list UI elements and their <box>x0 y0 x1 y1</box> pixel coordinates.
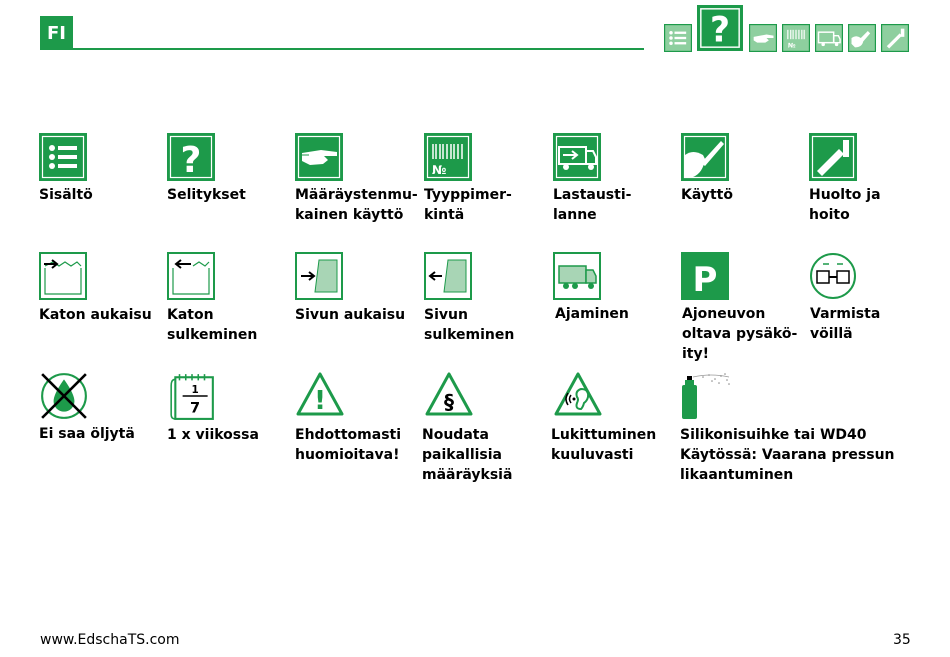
svg-text:№: № <box>787 41 796 50</box>
operation-hand-icon <box>681 133 729 181</box>
page-number: 35 <box>893 632 911 648</box>
label-load-situation: Lastausti- lanne <box>553 187 632 223</box>
svg-text:7: 7 <box>190 399 201 417</box>
no-oil-icon <box>39 371 89 421</box>
label-side-open: Sivun aukaisu <box>295 307 406 323</box>
contents-list-icon <box>39 133 87 181</box>
label-contents: Sisältö <box>39 187 93 203</box>
svg-text:§: § <box>444 390 454 414</box>
svg-text:1: 1 <box>191 383 199 396</box>
label-side-close: Sivun sulkeminen <box>424 307 515 343</box>
roof-close-icon <box>167 252 215 300</box>
driving-truck-icon <box>553 252 601 300</box>
nav-maintenance-icon[interactable] <box>881 24 909 52</box>
audible-lock-icon <box>553 371 603 417</box>
label-driving: Ajaminen <box>555 306 629 322</box>
label-intended-use: Määräystenmu- kainen käyttö <box>295 187 418 223</box>
svg-text:P: P <box>692 260 718 300</box>
svg-text:?: ? <box>180 140 202 181</box>
nav-load-situation-icon[interactable] <box>815 24 843 52</box>
svg-text:№: № <box>432 163 447 177</box>
language-badge: FI <box>40 16 73 50</box>
parking-icon <box>681 252 729 300</box>
label-warning: Ehdottomasti huomioitava! <box>295 427 402 463</box>
nav-operation-icon[interactable] <box>848 24 876 52</box>
calendar-weekly-icon <box>167 371 217 421</box>
roof-open-icon <box>39 252 87 300</box>
load-situation-truck-icon <box>553 133 601 181</box>
label-spray: Silikonisuihke tai WD40 Käytössä: Vaarana pressun likaantuminen <box>680 427 895 483</box>
label-explanations: Selitykset <box>167 187 246 203</box>
warning-icon <box>295 371 345 417</box>
type-plate-icon <box>424 133 472 181</box>
label-audible-lock: Lukittuminen kuuluvasti <box>551 427 657 463</box>
label-maintenance: Huolto ja hoito <box>809 187 881 223</box>
label-lubricate: Varmista vöillä <box>810 306 881 342</box>
intended-use-hand-icon <box>295 133 343 181</box>
label-no-oil: Ei saa öljytä <box>39 426 135 442</box>
explanations-question-icon <box>167 133 215 181</box>
nav-explanations-icon[interactable] <box>697 5 743 51</box>
label-parking: Ajoneuvon oltava pysäkö- ity! <box>682 306 798 362</box>
nav-type-plate-icon[interactable] <box>782 24 810 52</box>
label-roof-open: Katon aukaisu <box>39 307 152 323</box>
nav-contents-icon[interactable] <box>664 24 692 52</box>
svg-text:!: ! <box>314 386 326 416</box>
label-roof-close: Katon sulkeminen <box>167 307 258 343</box>
lubricate-check-icon <box>809 252 857 300</box>
svg-text:?: ? <box>709 10 731 51</box>
label-weekly: 1 x viikossa <box>167 427 259 443</box>
side-open-icon <box>295 252 343 300</box>
maintenance-care-icon <box>809 133 857 181</box>
header-rule <box>73 48 644 50</box>
side-close-icon <box>424 252 472 300</box>
local-regulations-icon <box>424 371 474 417</box>
nav-intended-use-icon[interactable] <box>749 24 777 52</box>
label-operation: Käyttö <box>681 187 733 203</box>
spray-can-icon <box>681 371 733 421</box>
label-local-regulations: Noudata paikallisia määräyksiä <box>422 427 513 483</box>
label-type-plate: Tyyppimer- kintä <box>424 187 512 223</box>
footer-url[interactable]: www.EdschaTS.com <box>40 632 180 648</box>
